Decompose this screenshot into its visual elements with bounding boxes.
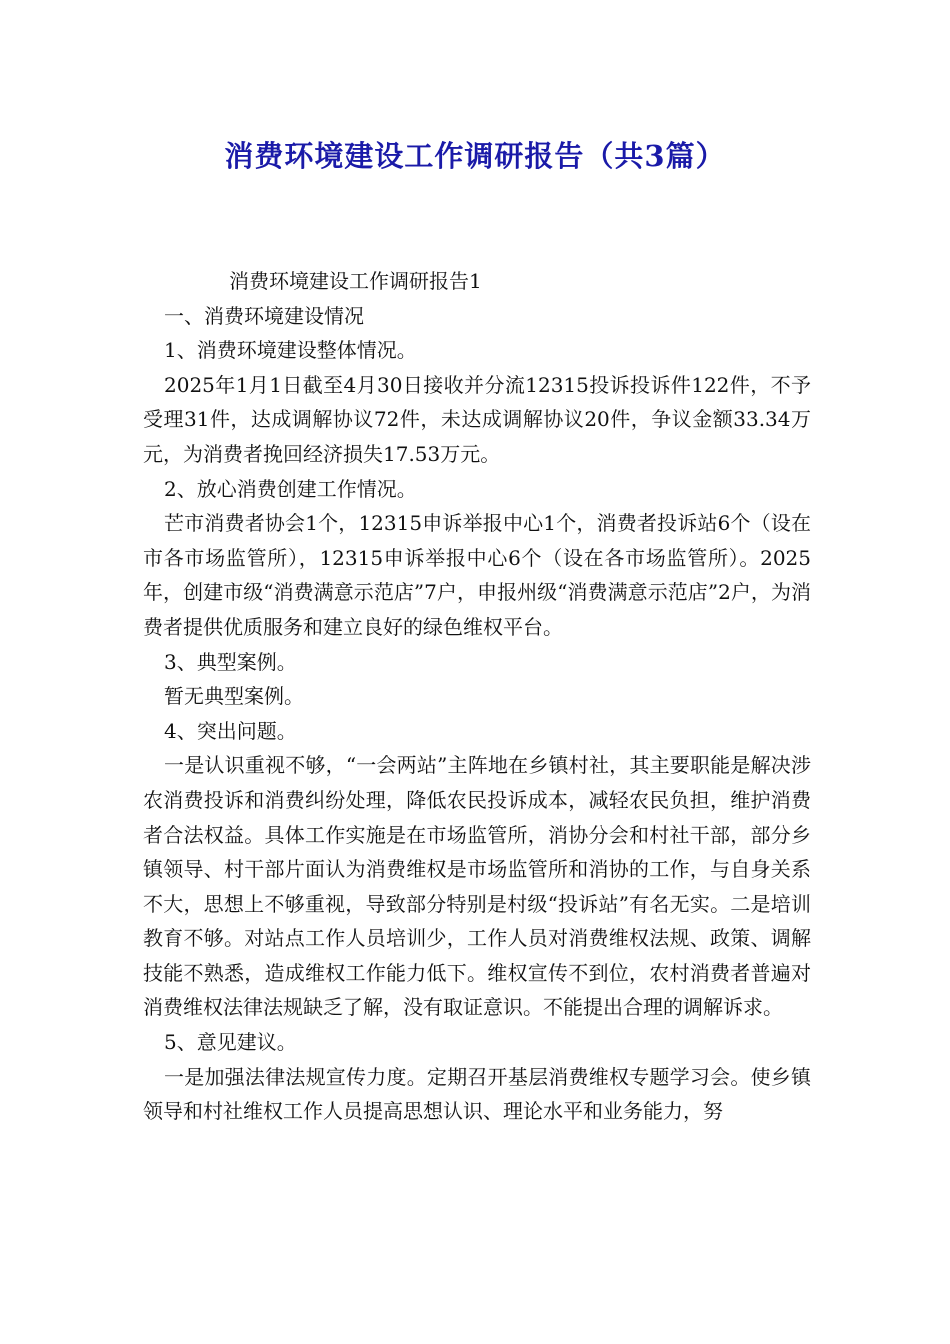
report-subtitle: 消费环境建设工作调研报告1 [229,269,482,293]
paragraph: 芒市消费者协会1个，12315申诉举报中心1个，消费者投诉站6个（设在市各市场监管所），12315申诉举报中心6个（设在各市场监管所）。2025年，创建市级“消费满意示范店”7户，申报州级“消费满意示范店”2户，为消费者提供优质服务和建立良好的绿色维权平台。 [143,511,811,639]
subsection-heading: 5、意见建议。 [164,1030,297,1055]
document-body [143,264,811,1129]
paragraph: 一是认识重视不够，“一会两站”主阵地在乡镇村社，其主要职能是解决涉农消费投诉和消费纠纷处理，降低农民投诉成本，减轻农民负担，维护消费者合法权益。具体工作实施是在市场监管所，消协分会和村社干部，部分乡镇领导、村干部片面认为消费维权是市场监管所和消协的工作，与自身关系不大，思想上不够重视，导致部分特别是村级“投诉站”有名无实。二是培训教育不够。对站点工作人员培训少，工作人员对消费维权法规、政策、调解技能不熟悉，造成维权工作能力低下。维权宣传不到位，农村消费者普遍对消费维权法律法规缺乏了解，没有取证意识。不能提出合理的调解诉求。 [143,753,811,1020]
paragraph: 暂无典型案例。 [164,684,304,709]
subsection-heading: 3、典型案例。 [164,649,297,674]
subsection-heading: 2、放心消费创建工作情况。 [164,476,417,501]
section-heading: 一、消费环境建设情况 [164,303,364,328]
document-title: 消费环境建设工作调研报告（共3篇） [224,139,726,173]
paragraph: 2025年1月1日截至4月30日接收并分流12315投诉投诉件122件，不予受理31件，达成调解协议72件，未达成调解协议20件，争议金额33.34万元，为消费者挽回经济损失17.53万元。 [143,372,811,466]
paragraph: 一是加强法律法规宣传力度。定期召开基层消费维权专题学习会。使乡镇领导和村社维权工作人员提高思想认识、理论水平和业务能力，努 [143,1064,811,1124]
subsection-heading: 4、突出问题。 [164,718,297,743]
subsection-heading: 1、消费环境建设整体情况。 [164,338,417,363]
